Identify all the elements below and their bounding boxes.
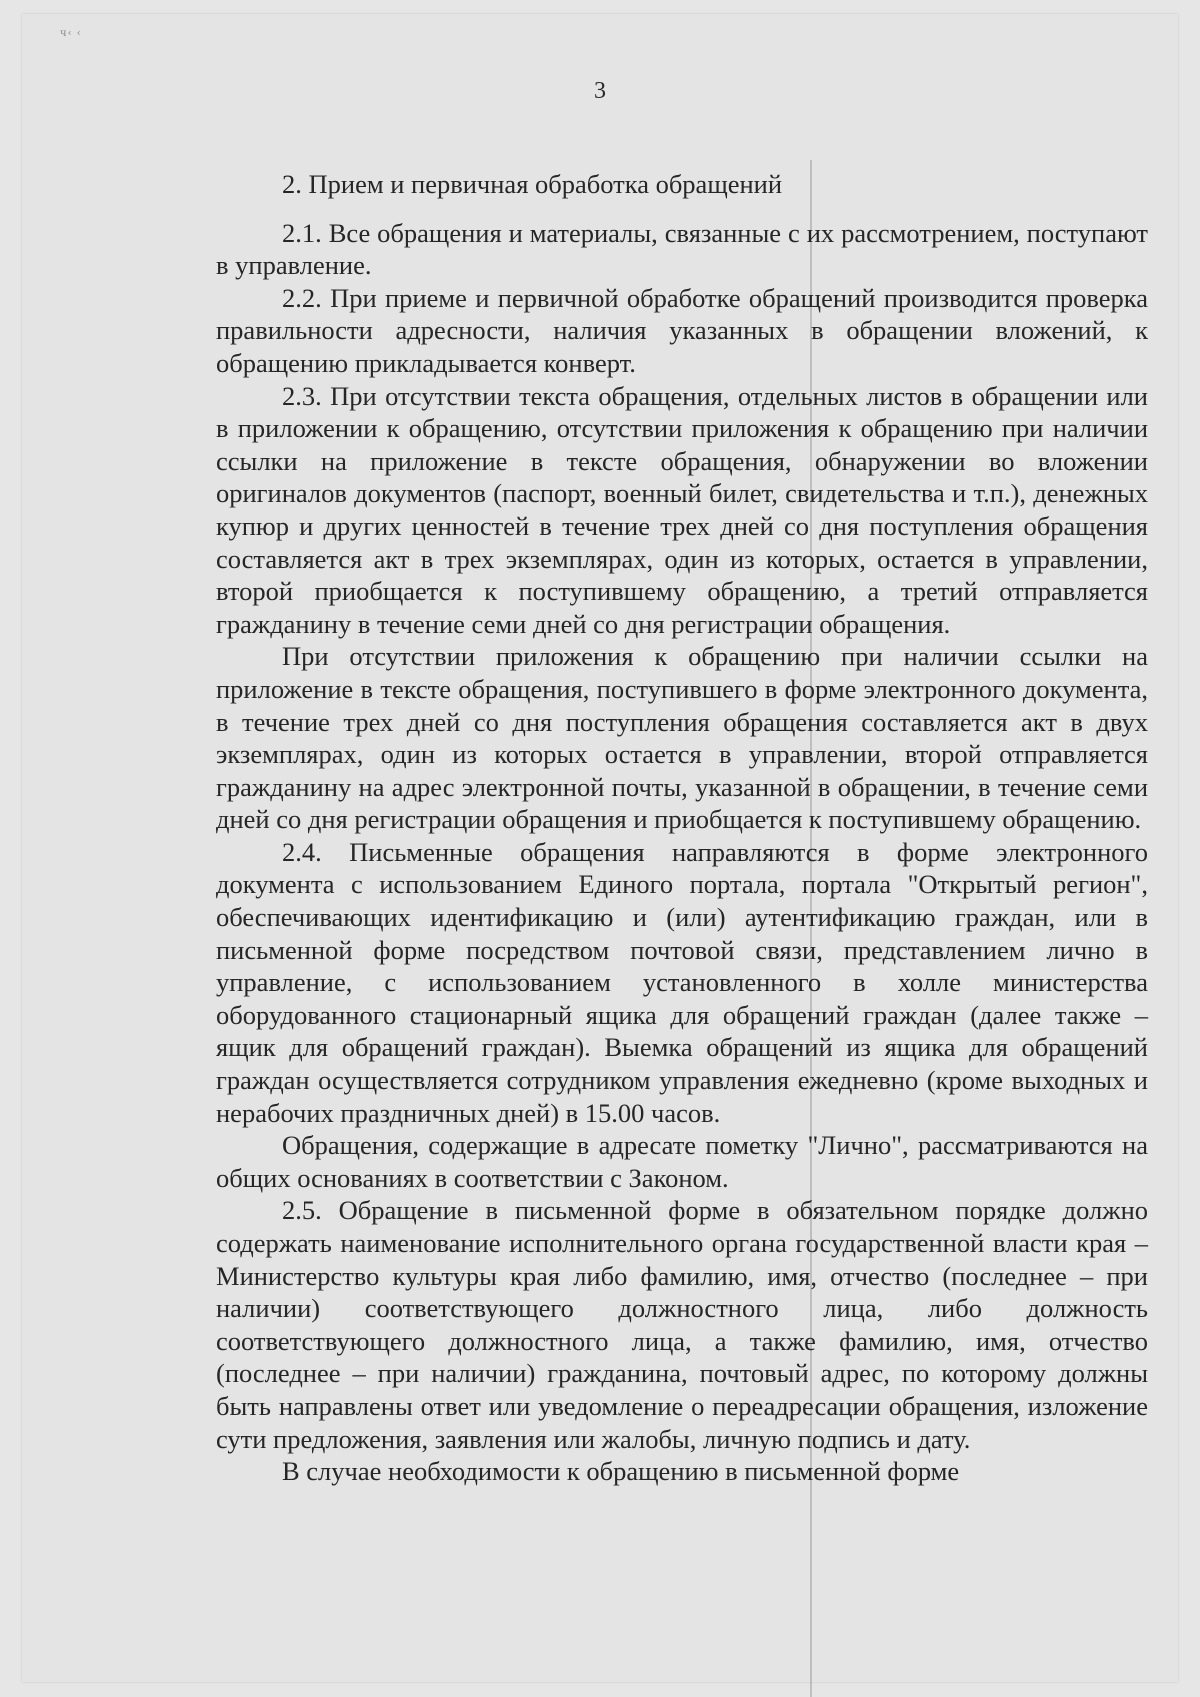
section-title: 2. Прием и первичная обработка обращений	[282, 169, 783, 199]
paragraph-2-5-continued: В случае необходимости к обращению в письменной форме	[282, 1456, 960, 1487]
paragraph-2-2: 2.2. При приеме и первичной обработке обращений производится проверка правильности адресности, наличия указанных в обращении вложений, к обращению прикладывается конверт.	[216, 282, 1148, 378]
paragraph-2-4: 2.4. Письменные обращения направляются в форме электронного документа с использованием Единого портала, портала "Открытый регион", обеспечивающих идентификацию и (или) аутентификацию граждан, или в письменной форме посредством почтовой связи, представлением лично в управление, с использованием установленного в холле министерства оборудованного стационарный ящика для обращений граждан (далее также – ящик для обращений граждан). Выемка обращений из ящика для обращений граждан осуществляется сотрудником управления ежедневно (кроме выходных и нерабочих праздничных дней) в 15.00 часов.	[216, 836, 1148, 1128]
corner-mark: ч‹ ‹	[60, 28, 82, 39]
paragraph-2-3-continued: При отсутствии приложения к обращению при наличии ссылки на приложение в тексте обращения, поступившего в форме электронного документа, в течение трех дней со дня поступления обращения составляется акт в двух экземплярах, один из которых остается в управлении, второй отправляется гражданину на адрес электронной почты, указанной в обращении, в течение семи дней со дня регистрации обращения и приобщается к поступившему обращению.	[216, 641, 1148, 835]
paragraph-2-4-lichno: Обращения, содержащие в адресате пометку "Лично", рассматриваются на общих основаниях в соответствии с Законом.	[216, 1130, 1148, 1193]
page-number: 3	[594, 78, 606, 104]
paragraph-2-5: 2.5. Обращение в письменной форме в обязательном порядке должно содержать наименование исполнительного органа государственной власти края – Министерство культуры края либо фамилию, имя, отчество (последнее – при наличии) соответствующего должностного лица, либо должность соответствующего должностного лица, а также фамилию, имя, отчество (последнее – при наличии) гражданина, почтовый адрес, по которому должны быть направлены ответ или уведомление о переадресации обращения, изложение сути предложения, заявления или жалобы, личную подпись и дату.	[216, 1195, 1148, 1454]
paragraph-2-1: 2.1. Все обращения и материалы, связанные с их рассмотрением, поступают в управление.	[216, 217, 1148, 281]
document-body	[216, 168, 1148, 1488]
paragraph-2-3: 2.3. При отсутствии текста обращения, отдельных листов в обращении или в приложении к обращению, отсутствии приложения к обращению при наличии ссылки на приложение в тексте обращения, обнаружении во вложении оригиналов документов (паспорт, военный билет, свидетельства и т.п.), денежных купюр и других ценностей в течение трех дней со дня поступления обращения составляется акт в трех экземплярах, один из которых, остается в управлении, второй приобщается к поступившему обращению, а третий отправляется гражданину в течение семи дней со дня регистрации обращения.	[216, 380, 1148, 639]
